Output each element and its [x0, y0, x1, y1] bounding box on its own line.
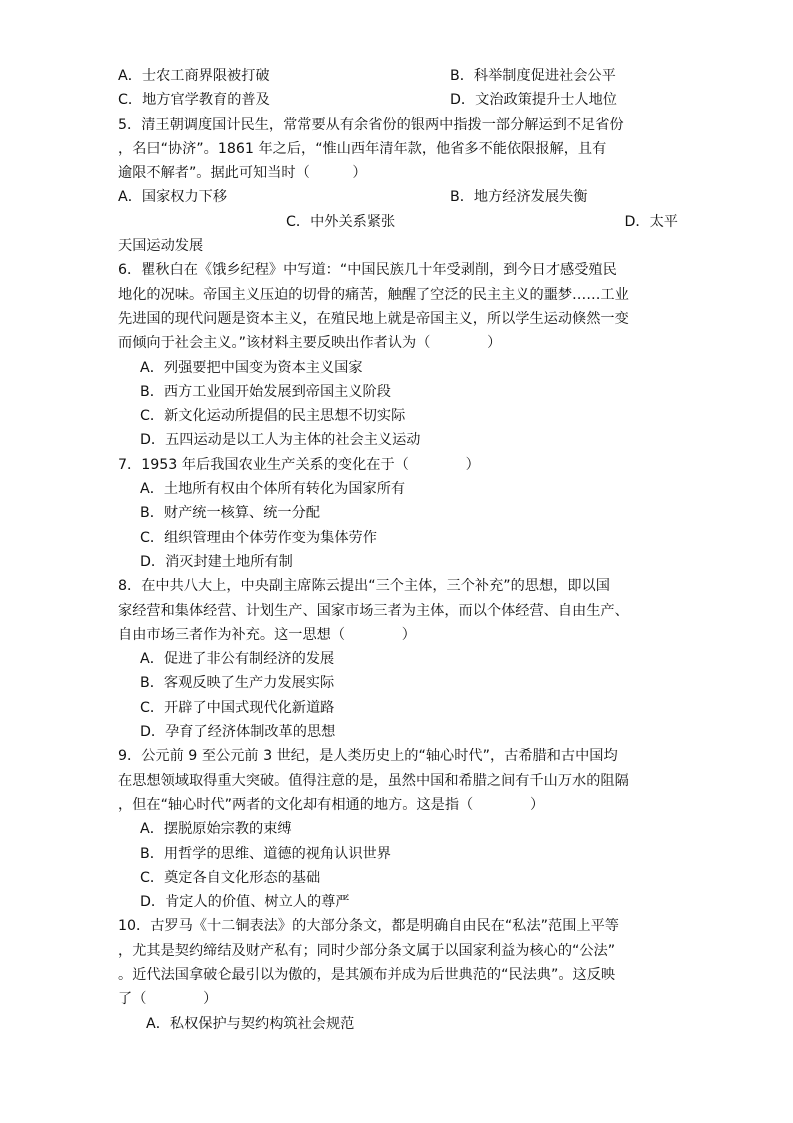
q4-option-a: A．士农工商界限被打破: [118, 68, 270, 84]
q8-stem-line-2: 家经营和集体经营、计划生产、国家市场三者为主体，而以个体经营、自由生产、: [118, 602, 629, 619]
q5-stem-line-2: ，名曰“协济”。1861 年之后，“惟山西年清年款，他省多不能依限报解，且有: [118, 140, 607, 157]
q7-option-d: D．消灭封建土地所有制: [140, 553, 293, 570]
q6-option-b: B．西方工业国开始发展到帝国主义阶段: [140, 383, 391, 400]
q10-stem-line-1: 10．古罗马《十二铜表法》的大部分条文，都是明确自由民在“私法”范围上平等: [118, 918, 619, 935]
q5-stem-line-1: 5．清王朝调度国计民生，常常要从有余省份的银两中指拨一部分解运到不足省份: [118, 116, 624, 133]
q4-option-c: C．地方官学教育的普及: [118, 92, 270, 109]
q10-stem-line-4: 了（ ）: [118, 991, 218, 1008]
q9-stem-line-1: 9．公元前 9 至公元前 3 世纪，是人类历史上的“轴心时代”，古希腊和古中国均: [118, 748, 618, 765]
q10-stem-line-3: 。近代法国拿破仑最引以为傲的，是其颁布并成为后世典范的“民法典”。这反映: [118, 966, 616, 983]
q5-option-b: B．地方经济发展失衡: [450, 189, 588, 206]
q8-option-b: B．客观反映了生产力发展实际: [140, 675, 335, 692]
q7-option-c: C．组织管理由个体劳作变为集体劳作: [140, 529, 377, 546]
q9-option-d: D．肯定人的价值、树立人的尊严: [140, 894, 350, 911]
q9-option-a: A．摆脱原始宗教的束缚: [140, 821, 292, 838]
q6-stem-line-1: 6．瞿秋白在《饿乡纪程》中写道：“中国民族几十年受剥削，到今日才感受殖民: [118, 262, 617, 279]
q4-option-b: B．科举制度促进社会公平: [450, 68, 616, 84]
q5-option-c: C．中外关系紧张: [286, 213, 396, 230]
q8-option-d: D．孕育了经济体制改革的思想: [140, 724, 336, 741]
q7-option-a: A．土地所有权由个体所有转化为国家所有: [140, 481, 406, 498]
q5-option-a: A．国家权力下移: [118, 189, 228, 206]
q6-option-c: C．新文化运动所提倡的民主思想不切实际: [140, 408, 406, 425]
q5-options-row-2: [118, 210, 678, 234]
q8-stem-line-1: 8．在中共八大上，中央副主席陈云提出“三个主体，三个补充”的思想，即以国: [118, 578, 610, 595]
q4-options-row-2: [118, 88, 678, 112]
q6-option-a: A．列强要把中国变为资本主义国家: [140, 359, 363, 376]
q9-stem-line-3: ，但在“轴心时代”两者的文化却有相通的地方。这是指（ ）: [118, 796, 545, 813]
q9-option-b: B．用哲学的思维、道德的视角认识世界: [140, 845, 391, 862]
q6-option-d: D．五四运动是以工人为主体的社会主义运动: [140, 432, 421, 449]
q6-stem-line-3: 先进国的现代问题是资本主义，在殖民地上就是帝国主义，所以学生运动倏然一变: [118, 310, 629, 327]
q4-options-row-1: [118, 64, 678, 88]
q5-stem-line-3: 逾限不解者”。据此可知当时（ ）: [118, 165, 367, 182]
q5-options-row-1: [118, 185, 678, 209]
q8-stem-line-3: 自由市场三者作为补充。这一思想（ ）: [118, 626, 416, 643]
q10-option-a: A．私权保护与契约构筑社会规范: [146, 1015, 355, 1032]
q7-stem-line-1: 7．1953 年后我国农业生产关系的变化在于（ ）: [118, 456, 480, 473]
q5-option-d: D．太平: [624, 213, 678, 230]
exam-page: [118, 64, 678, 1036]
q8-option-c: C．开辟了中国式现代化新道路: [140, 699, 335, 716]
q6-stem-line-2: 地化的况味。帝国主义压迫的切骨的痛苦，触醒了空泛的民主主义的噩梦……工业: [118, 286, 629, 303]
q7-option-b: B．财产统一核算、统一分配: [140, 505, 320, 522]
q5-option-d-continued: 天国运动发展: [118, 238, 204, 255]
q10-stem-line-2: ，尤其是契约缔结及财产私有；同时少部分条文属于以国家利益为核心的“公法”: [118, 942, 616, 959]
q8-option-a: A．促进了非公有制经济的发展: [140, 651, 335, 668]
q4-option-d: D．文治政策提升士人地位: [450, 92, 617, 109]
q9-option-c: C．奠定各自文化形态的基础: [140, 869, 321, 886]
q9-stem-line-2: 在思想领域取得重大突破。值得注意的是，虽然中国和希腊之间有千山万水的阻隔: [118, 772, 629, 789]
q6-stem-line-4: 而倾向于社会主义。”该材料主要反映出作者认为（ ）: [118, 335, 502, 352]
